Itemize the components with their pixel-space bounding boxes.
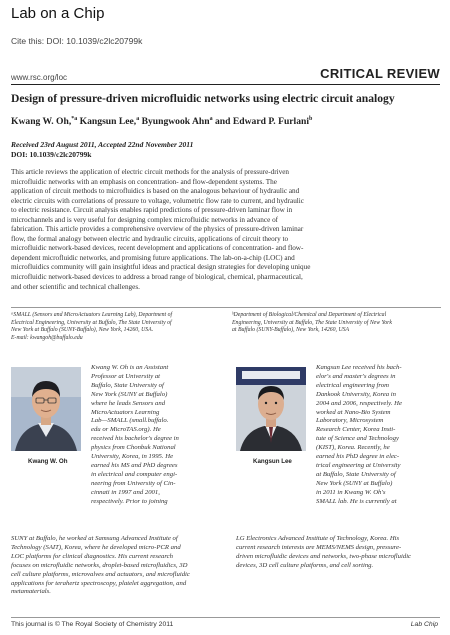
- bio-oh-column: [91, 364, 209, 507]
- bio-line: SUNY at Buffalo, he worked at Samsung Advanced Institute of: [11, 535, 178, 542]
- bio-line: Kangsun Lee received his bach-: [316, 364, 402, 371]
- bio-line: 2004 and 2006, respectively. He: [316, 399, 402, 407]
- abstract-line: to electric resistance. Circuit analysis enables rapid predictions of pressure-driven laminar flow in: [11, 206, 293, 215]
- section-label: CRITICAL REVIEW: [320, 66, 440, 81]
- author-name: Kangsun Lee,: [79, 116, 137, 128]
- author-sup: b: [309, 116, 313, 122]
- bio-line: Research Center, Korea Insti-: [316, 426, 396, 434]
- bio-line: cell culture platforms, microvalves and actuators, and microfluidic: [11, 570, 190, 578]
- bio-line: (KIST), Korea. Recently, he: [316, 444, 390, 452]
- author-name: Kwang W. Oh,: [11, 116, 72, 128]
- abstract-line: and other scientific and technical challenges.: [11, 282, 140, 291]
- photo-caption-lee: Kangsun Lee: [253, 458, 292, 465]
- received-dates: Received 23rd August 2011, Accepted 22nd November 2011: [11, 140, 194, 149]
- bio-line: neering from University of Cin-: [91, 479, 176, 487]
- bio-line: MicroActuators Learning: [91, 408, 160, 416]
- affiliation-line: at Buffalo (SUNY-Buffalo), New York, 14260, USA: [232, 327, 350, 333]
- abstract-line: microfluidic network-based devices to address a broad range of biological, chemical, pharmaceutical,: [11, 273, 303, 282]
- header-rule: [11, 84, 440, 85]
- abstract: [11, 168, 441, 292]
- bio-line: SMALL lab. He is currently at: [316, 497, 397, 505]
- author-photo-oh: [11, 367, 81, 451]
- bio-line: Professor at University at: [91, 372, 161, 380]
- affiliation-b: [232, 312, 440, 335]
- bio-line: Technology (SAIT), Korea, where he developed micro-PCR and: [11, 543, 181, 551]
- bio-line: physics from Chonbuk National: [91, 444, 176, 452]
- bio-line: received his bachelor's degree in: [91, 435, 179, 443]
- cite-doi: Cite this: DOI: 10.1039/c2lc20799k: [11, 36, 143, 46]
- photo-caption-oh: Kwang W. Oh: [28, 458, 68, 465]
- author-name: Byungwook Ahn: [141, 116, 210, 128]
- author-photo-lee: [236, 367, 306, 451]
- bio-line: in electrical and computer engi-: [91, 470, 178, 478]
- copyright-notice: This journal is © The Royal Society of Chemistry 2011: [11, 621, 174, 628]
- bio-line: edu or MicroTAS.org). He: [91, 426, 161, 434]
- bio-line: applications for terahertz spectroscopy, platelet aggregation, and: [11, 579, 187, 587]
- bio-line: respectively. Prior to joining: [91, 497, 168, 505]
- journal-abbrev: Lab Chip: [410, 621, 438, 628]
- bio-line: at Buffalo, State University of: [316, 470, 396, 478]
- journal-url[interactable]: www.rsc.org/loc: [11, 73, 68, 82]
- abstract-line: microfluidics community will gain insightful ideas and practical design strategies for developing unique: [11, 263, 311, 272]
- bio-line: New York (SUNY at Buffalo): [91, 390, 168, 398]
- bio-line: LG Electronics Advanced Institute of Technology, Korea. His: [236, 535, 400, 542]
- abstract-line: fabrication. This article provides a comprehensive overview of the physics of pressure-driven laminar: [11, 225, 304, 234]
- bio-line: University, Korea, in 1995. He: [91, 453, 174, 461]
- abstract-line: electric circuits with correlations of pressure to voltage, volumetric flow rate to current, and hydraulic: [11, 196, 304, 205]
- bio-line: electrical engineering from: [316, 381, 389, 389]
- bio-line: trical engineering at University: [316, 461, 401, 469]
- affiliation-line: Electrical Engineering, University at Buffalo, The State University of: [11, 319, 172, 326]
- bio-line: Kwang W. Oh is an Assistant: [91, 364, 169, 371]
- bio-line: focuses on microfluidic networks, droplet-based microfluidics, 3D: [11, 561, 188, 569]
- bio-line: tute of Science and Technology: [316, 435, 399, 443]
- affiliation-line: ᵇDepartment of Biological/Chemical and Department of Electrical: [232, 312, 387, 318]
- bio-line: cinnati in 1997 and 2001,: [91, 488, 160, 496]
- bio-line: where he leads Sensors and: [91, 399, 166, 407]
- bio-line: current research interests are MEMS/NEMS design, pressure-: [236, 543, 402, 551]
- bio-line: Laboratory, Microsystem: [316, 417, 384, 425]
- abstract-line: dependent microfluidic networks, and promising future applications. The lab-on-a-chip (LOC) and: [11, 253, 295, 262]
- abstract-line: flow, the formal analogy between electric and hydraulic circuits, applications of circuit theory to: [11, 234, 289, 243]
- article-doi: DOI: 10.1039/c2lc20799k: [11, 150, 92, 159]
- bio-line: driven microfluidic devices and networks, two-phase microfluidic: [236, 552, 412, 560]
- bio-line: worked at Nano-Bio System: [316, 408, 391, 416]
- abstract-line: microfluidic network-based devices, recent development and applications of concentration- and flow-: [11, 244, 304, 253]
- bio-line: metamaterials.: [11, 588, 51, 596]
- author-sup: a: [209, 116, 213, 122]
- article-title: Design of pressure-driven microfluidic networks using electric circuit analogy: [11, 92, 395, 105]
- author-name: and Edward P. Furlani: [215, 116, 310, 128]
- bio-line: devices, 3D cell culture platforms, and cell sorting.: [236, 561, 374, 569]
- affiliation-a: [11, 312, 219, 342]
- journal-name: Lab on a Chip: [11, 5, 105, 22]
- author-list: [11, 116, 312, 127]
- affiliation-line: Engineering, University at Buffalo, The State University of New York: [232, 319, 392, 326]
- affiliation-rule: [11, 307, 441, 308]
- affiliation-line: New York at Buffalo (SUNY-Buffalo), New York, 14260, USA.: [11, 327, 154, 333]
- bio-line: earned his MS and PhD degrees: [91, 461, 178, 469]
- author-sup: *a: [71, 116, 78, 122]
- affiliation-email[interactable]: E-mail: kwangoh@buffalo.edu: [11, 334, 83, 341]
- bio-line: elor's and master's degrees in: [316, 372, 396, 380]
- footer-rule: [11, 617, 440, 618]
- bio-line: earned his PhD degree in elec-: [316, 453, 400, 461]
- bio-line: Dankook University, Korea in: [316, 390, 396, 398]
- bio-line: LOC platforms for clinical diagnostics. His current research: [11, 552, 173, 560]
- portrait-image: [236, 367, 306, 451]
- author-sup: a: [136, 116, 140, 122]
- abstract-line: application of circuit methods to microfluidics is based on the analogous behaviour of hydraulic and: [11, 187, 300, 196]
- abstract-line: microchannels and is very useful for designing complex microfluidic networks in advance of: [11, 215, 279, 224]
- bio-lee-continued: [236, 535, 442, 571]
- bio-line: New York (SUNY at Buffalo): [316, 479, 393, 487]
- bio-line: in 2011 in Kwang W. Oh's: [316, 488, 386, 496]
- bio-lee-column: [316, 364, 441, 507]
- abstract-line: This article reviews the application of electric circuit methods for the analysis of pressure-driven: [11, 168, 290, 176]
- affiliation-line: ᵃSMALL (Sensors and MicroActuators Learning Lab), Department of: [11, 312, 173, 318]
- bio-oh-continued: [11, 535, 217, 597]
- bio-line: Lab—SMALL (small.buffalo.: [91, 417, 169, 425]
- bio-line: Buffalo, State University of: [91, 381, 164, 389]
- portrait-image: [11, 367, 81, 451]
- abstract-line: microfluidic networks with an emphasis on concentration- and flow-dependent systems. The: [11, 177, 277, 186]
